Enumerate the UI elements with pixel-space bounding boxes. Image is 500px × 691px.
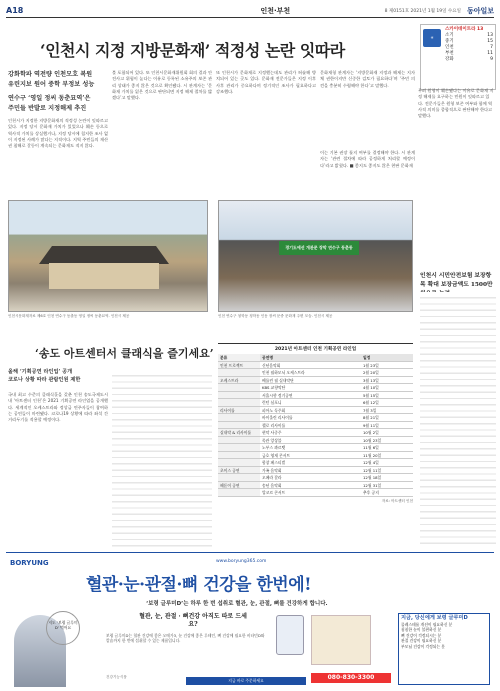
ad-headline: 혈관·눈·관절·뼈 건강을 한번에! (86, 575, 312, 595)
table-row (218, 414, 413, 422)
photo-tomb-site (8, 200, 208, 312)
ad-speech-bubble: 저도 ‘보령 글루미D’ 먹어요 (46, 611, 80, 645)
weather-temp: 11 (487, 51, 493, 56)
table-row (218, 437, 413, 445)
table-cell: 서울시향 정기공연 (262, 392, 293, 398)
table-cell: 12월 4일 (363, 460, 379, 465)
table-cell: 오페라 갈라 (262, 475, 282, 480)
right-column-text-block (420, 292, 496, 547)
table-cell: 앙코르 콘서트 (262, 490, 286, 495)
table-cell (218, 452, 260, 459)
table-row (218, 392, 413, 400)
table-row (218, 384, 413, 392)
subhead-line: 코로나 상황 따라 관람인원 제한 (8, 377, 81, 383)
table-row (218, 452, 413, 460)
cta-item: 관절 건강이 필요하신 분 (401, 638, 442, 644)
table-cell: 현악 사중주 (262, 430, 282, 435)
cta-item: 부모님 건강이 걱정되는 분 (401, 643, 445, 649)
weather-temp: 15 (487, 39, 493, 44)
article-column: 인천시가 지정한 지방문화재의 적정성 논란이 잇따르고 있다. 지정 당시 문화재 가치가 있었으나 훼손 등으로 역사적 가치를 상실했거나, 지정 당시에 철저한 조사 없이 지정된 사례가 많다는 지적이다. 지역 주민들의 재산권 침해로 갈등이 계속되는 문화재도 적지 않다. (8, 118, 110, 149)
ad-subheadline: ‘보령 글루미D’는 하루 한 번 섭취로 혈관, 눈, 관절, 뼈를 건강하게 합니다. (146, 601, 328, 607)
weather-row (445, 57, 493, 63)
table-cell: 12월 18일 (363, 475, 382, 480)
weather-region: 부천 (445, 51, 454, 56)
table-cell (218, 474, 260, 481)
table-cell: 오케스트라 (218, 377, 260, 384)
table-header-cell: 일정 (363, 355, 371, 360)
table-cell: 6월 12일 (363, 400, 379, 405)
subhead-line: 강화학파 역전량 인천모호 복원 (8, 71, 93, 78)
table-cell: 첼로 리사이틀 (262, 422, 286, 428)
table-cell: 노부스 콰르텟 (262, 445, 286, 450)
table-title: 2021년 아트센터 인천 기획공연 라인업 (274, 347, 357, 352)
photo-caption: 인천시문화재자료 제6호 인천 연수구 동춘동 영일 정씨 동춘묘역. 인천시 제공 (8, 314, 130, 318)
table-cell: 바이올린 리사이틀 (262, 415, 293, 420)
weather-logo: ☀ (423, 29, 441, 47)
table-cell (218, 489, 260, 496)
table-cell (218, 422, 260, 429)
table-cell (218, 392, 260, 399)
table-cell: 해돋이 공연 (218, 482, 260, 489)
table-cell: 10월 23일 (363, 437, 382, 443)
table-cell (218, 459, 260, 466)
weather-temp: 13 (487, 33, 493, 38)
section-name: 인천·부천 (260, 6, 291, 15)
table-cell: 3월 13일 (363, 377, 379, 383)
article-column: 불 포함되어 있다. 또 인천시문화재위원회 회의 결과 안전사고 위험이 높다는 이유로 등록된 소유주의 보존 관리 상태가 좋지 않은 것으로 확인됐다. 시 관계자는 ‘문화재 가치를 잃은 것으로 판단되면 지정 해제 절차를 밟겠다’고 말했다. (112, 70, 212, 101)
table-cell: 12월 31일 (363, 482, 382, 488)
table-row (218, 489, 413, 497)
table-cell: 8월 21일 (363, 415, 379, 420)
page-number: A18 (6, 6, 24, 15)
ad-order-bar: 지금 바로 주문하세요 (186, 677, 306, 685)
table-cell: 합창 페스티벌 (262, 460, 286, 465)
table-cell: 가족 음악회 (262, 467, 282, 473)
table-cell: 4월 10일 (363, 385, 379, 390)
boryung-advertisement (6, 552, 494, 688)
table-cell: 실내악 & 리사이틀 (218, 429, 260, 436)
table-cell (218, 414, 260, 421)
performance-table (218, 343, 413, 558)
table-cell: 10월 2일 (363, 430, 379, 435)
ad-website[interactable]: www.boryung365.com (216, 559, 267, 564)
wall-shape (49, 263, 159, 289)
weather-title-text: 스카이데이트라 13 (445, 27, 484, 32)
table-cell: 송년 음악회 (262, 482, 282, 488)
ad-body-text: 보령 글루미D는 혈관 건강에 좋은 오메가3, 눈 건강에 좋은 루테인, 뼈 건강에 필요한 비타민D와 칼슘까지 한 번에 섭취할 수 있는 제품입니다. (106, 633, 265, 644)
table-cell: 베를린 필 실내악단 (262, 377, 294, 383)
table-row (218, 362, 413, 370)
weather-box (420, 24, 496, 90)
section2-headline: ‘송도 아트센터서 클래식을 즐기세요’ (35, 347, 214, 360)
table-header-cell: 공연명 (262, 355, 274, 360)
subhead-line: 연수구 ‘영일 정씨 동춘묘역’은 (8, 95, 91, 102)
table-cell: 2월 20일 (363, 370, 379, 375)
table-cell: 11월 6일 (363, 445, 379, 450)
table-cell: 9월 11일 (363, 422, 379, 428)
table-row (218, 422, 413, 430)
photo-street-site (218, 200, 413, 312)
table-cell: 인천 프로젝트 (218, 362, 260, 369)
cta-item: 뼈 건강이 걱정되시는 분 (401, 632, 442, 638)
subhead-line: 올해 ‘기획공연 라인업’ 공개 (8, 369, 73, 375)
weather-temp: 7 (490, 45, 493, 50)
table-row (218, 482, 413, 490)
ad-note: 건강기능식품 (106, 675, 127, 679)
photo-banner-sign: 경기도에선 개관문 장막 연수구 동춘동 (279, 241, 359, 255)
article-column: 또 인천시가 문화재로 지정했는데도 관리가 허술해 방치되어 있는 곳도 있다. 문화재 전문가들은 지정 이후 사후 관리가 중요하다며 정기적인 조사가 필요하다고 강조했다. (216, 70, 318, 94)
issue-date: 8 제0151호 2021년 1월 19일 수요일 (384, 8, 461, 14)
cta-item: 침침한 눈이 불편하신 분 (401, 627, 442, 633)
table-cell: 초이스 공연 (218, 467, 260, 474)
weather-region: 중기 (445, 39, 454, 44)
table-cell: 리사이틀 (218, 407, 260, 414)
table-cell: 1월 23일 (363, 362, 379, 368)
table-row (218, 474, 413, 482)
table-header-cell: 분류 (218, 354, 260, 361)
ad-phone-number[interactable]: 080-830-3300 (311, 673, 391, 683)
table-row (218, 429, 413, 437)
table-cell: 인천 필하모닉 오케스트라 (262, 370, 305, 375)
table-row (218, 467, 413, 475)
table-cell: 11월 20일 (363, 452, 382, 458)
table-cell: 신년음악회 (262, 362, 281, 368)
table-cell (218, 369, 260, 376)
subhead-line: 유린지보 원어 중학 부정보 성능 (8, 81, 95, 88)
table-cell: 피아노 독주회 (262, 407, 286, 413)
table-cell (218, 437, 260, 444)
table-cell (218, 384, 260, 391)
table-cell: 런던 심포니 (262, 400, 282, 405)
weather-region: 강화 (445, 57, 454, 62)
article-column: 문화재청 관계자는 ‘지방문화재 지정과 해제는 지자체 권한이지만 신중한 검토가 필요하다’며 ‘주민 의견을 충분히 수렴해야 한다’고 말했다. (320, 70, 415, 88)
right-column-body: 무려 원형이 훼손됐다는 이유로 문화재 지정 해제를 요구하는 민원이 잇따르고 있다. 전문가들은 원형 보존 여부와 함께 역사적 의미를 종합적으로 판단해야 한다고 말했다. (418, 88, 494, 119)
table-source: 자료: 아트센터 인천 (381, 498, 413, 503)
table-cell: KBS 교향악단 (262, 385, 286, 390)
table-cell (218, 399, 260, 406)
table-cell: 금호 영재 콘서트 (262, 452, 291, 458)
newspaper-logo: 동아일보 (466, 5, 494, 15)
page-header (6, 4, 494, 18)
weather-region: 소기 (445, 33, 454, 38)
photo-caption: 인천 연수구 청학동 청학동 인동 장씨 문중 문화재 주변 모습. 인천시 제공 (218, 314, 333, 318)
table-cell: 추후 공지 (363, 490, 379, 495)
weather-region: 인천 (445, 45, 454, 50)
article-column-text-block (112, 370, 212, 547)
cta-item: 콜레스테롤 개선이 필요하신 분 (401, 621, 453, 627)
table-cell: 5월 15일 (363, 392, 379, 398)
table-row (218, 444, 413, 452)
table-row (218, 377, 413, 385)
table-body (218, 362, 413, 497)
table-cell (218, 444, 260, 451)
ad-product-box (311, 615, 371, 665)
ad-product-bottle (276, 615, 304, 655)
ad-brand-logo: BORYUNG (10, 559, 49, 567)
table-cell: 7월 3일 (363, 407, 377, 413)
weather-temp: 9 (490, 57, 493, 62)
table-row (218, 369, 413, 377)
article-column: 국내 최고 수준의 클래식홀을 갖춘 인천 송도국제도시 내 ‘아트센터 인천’은 2021 기획공연 라인업을 공개했다. 세계적인 오케스트라와 정상급 연주자들이 참여하는 공연들이 마련됐다. 코로나19 상황에 따라 좌석 간 거리두기를 적용할 예정이다. (8, 392, 110, 423)
subhead-line: 주민들 반발로 지정해제 추진 (8, 105, 87, 112)
table-cell: 목관 앙상블 (262, 437, 282, 443)
table-header-row (218, 354, 413, 362)
table-row (218, 407, 413, 415)
right-column-headline: 인천시 시민안전보험 보장항목 확대 보장금액도 1500만 (420, 273, 493, 288)
ad-mid-headline: 혈관, 눈, 관절 · 뼈건강 아직도 따로 드세요? (139, 613, 247, 628)
ad-cta-panel (398, 613, 490, 685)
table-row (218, 459, 413, 467)
main-headline: ‘인천시 지정 지방문화재’ 적정성 논란 잇따라 (40, 41, 345, 60)
table-cell: 12월 11일 (363, 467, 382, 473)
table-row (218, 399, 413, 407)
cta-title: 지금, 당신에게 보령 글루미D (401, 615, 468, 621)
article-column: 이는 기본 권장 틀지 여부를 결정해야 한다. 시 관계자는 ‘관련 절차에 따라 공정하게 처리할 예정이다’라고 밝혔다. ■ 좋지도 좋지도 않은 현판 문화재 (320, 150, 415, 168)
roof-shape (39, 246, 169, 264)
